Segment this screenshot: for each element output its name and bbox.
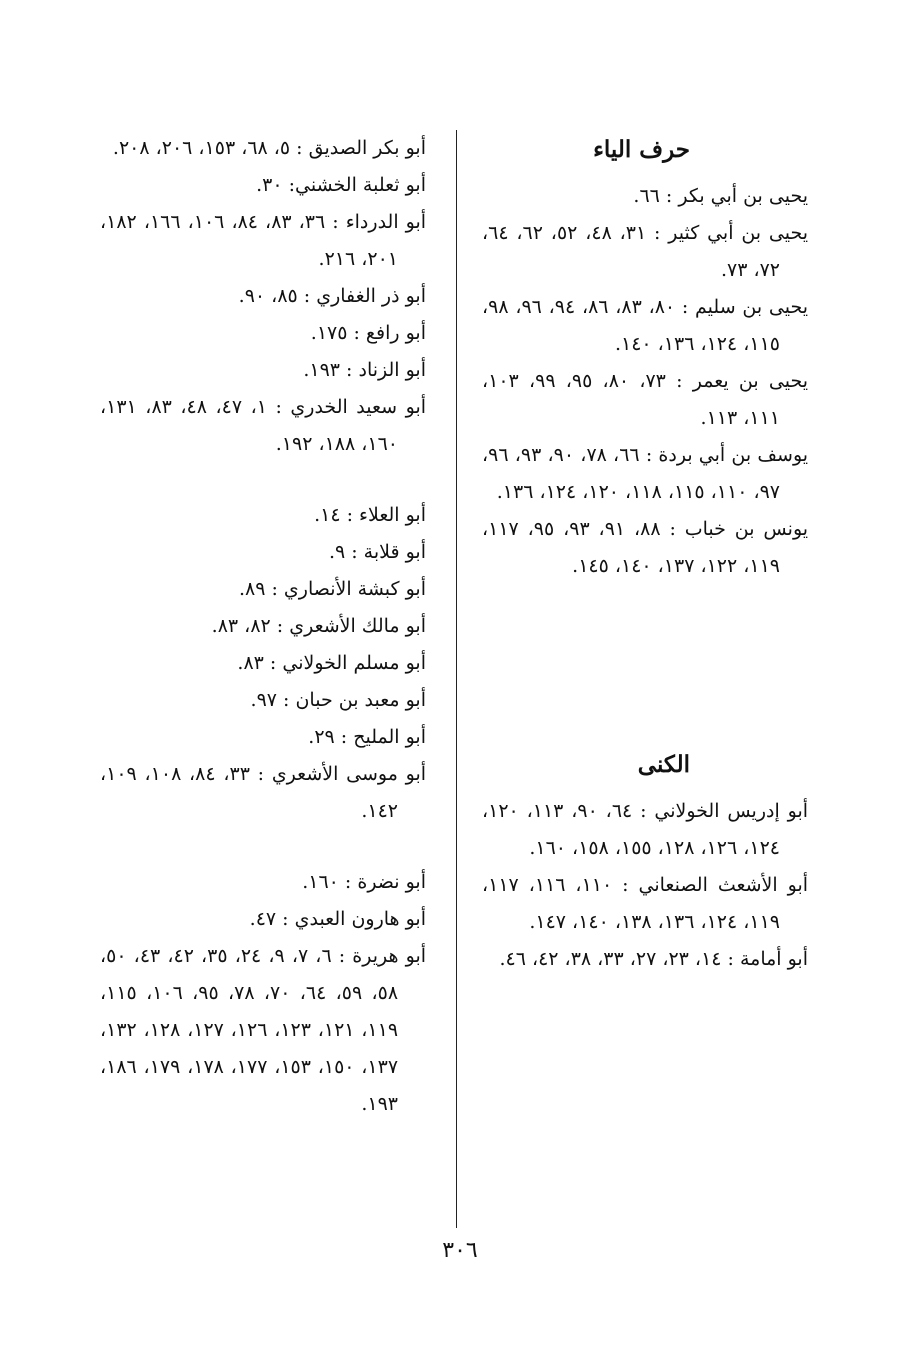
index-entry: أبو ثعلبة الخشني: ٣٠. bbox=[256, 174, 426, 196]
index-entry: أبو الأشعث الصنعاني : ١١٠، ١١٦، ١١٧، ١١٩، ١٢٤، ١٣٦، ١٣٨، ١٤٠، ١٤٧. bbox=[482, 874, 809, 933]
page-number: ٣٠٦ bbox=[442, 1238, 478, 1263]
index-entry: أبو كبشة الأنصاري : ٨٩. bbox=[238, 578, 426, 600]
index-entry: أبو بكر الصديق : ٥، ٦٨، ١٥٣، ٢٠٦، ٢٠٨. bbox=[112, 137, 426, 159]
index-entry: يحيى بن أبي كثير : ٣١، ٤٨، ٥٢، ٦٢، ٦٤، ٧٢، ٧٣. bbox=[482, 222, 809, 281]
index-entry: أبو هارون العبدي : ٤٧. bbox=[249, 908, 426, 930]
index-entry: أبو سعيد الخدري : ١، ٤٧، ٤٨، ٨٣، ١٣١، ١٦٠، ١٨٨، ١٩٢. bbox=[100, 396, 427, 455]
index-entry: أبو قلابة : ٩. bbox=[328, 541, 426, 563]
index-entry: يونس بن خباب : ٨٨، ٩١، ٩٣، ٩٥، ١١٧، ١١٩، ١٢٢، ١٣٧، ١٤٠، ١٤٥. bbox=[482, 518, 809, 577]
index-entry: أبو نضرة : ١٦٠. bbox=[302, 871, 426, 893]
column-divider bbox=[456, 130, 457, 1228]
index-entry: أبو إدريس الخولاني : ٦٤، ٩٠، ١١٣، ١٢٠، ١٢٤، ١٢٦، ١٢٨، ١٥٥، ١٥٨، ١٦٠. bbox=[482, 800, 809, 859]
index-entry: أبو هريرة : ٦، ٧، ٩، ٢٤، ٣٥، ٤٢، ٤٣، ٥٠، ٥٨، ٥٩، ٦٤، ٧٠، ٧٨، ٩٥، ١٠٦، ١١٥، ١١٩، ١٢١، ١٢٣، ١٢٦، ١٢٧، ١٢٨، ١٣٢، ١٣٧، ١٥٠، ١٥٣، ١٧٧، ١٧٨، ١٧٩، ١٨٦، ١٩٣. bbox=[100, 945, 427, 1115]
heading-kuna: الكنى bbox=[637, 751, 690, 778]
index-entry: أبو المليح : ٢٩. bbox=[308, 726, 426, 748]
index-entry: أبو مالك الأشعري : ٨٢، ٨٣. bbox=[211, 615, 426, 637]
heading-ya: حرف الياء bbox=[593, 136, 690, 163]
index-entry: يوسف بن أبي بردة : ٦٦، ٧٨، ٩٠، ٩٣، ٩٦، ٩٧، ١١٠، ١١٥، ١١٨، ١٢٠، ١٢٤، ١٣٦. bbox=[482, 444, 809, 503]
index-entry: أبو العلاء : ١٤. bbox=[314, 504, 426, 526]
index-entry: أبو رافع : ١٧٥. bbox=[310, 322, 426, 344]
index-entry: أبو ذر الغفاري : ٨٥، ٩٠. bbox=[238, 285, 426, 307]
index-entry: أبو أمامة : ١٤، ٢٣، ٢٧، ٣٣، ٣٨، ٤٢، ٤٦. bbox=[499, 948, 808, 970]
index-entry: أبو الزناد : ١٩٣. bbox=[303, 359, 426, 381]
right-column bbox=[482, 130, 808, 978]
index-entry: أبو موسى الأشعري : ٣٣، ٨٤، ١٠٨، ١٠٩، ١٤٢. bbox=[100, 763, 427, 822]
left-column bbox=[100, 130, 426, 1123]
index-entry: أبو مسلم الخولاني : ٨٣. bbox=[237, 652, 426, 674]
index-entry: أبو معبد بن حبان : ٩٧. bbox=[250, 689, 426, 711]
index-entry: يحيى بن سليم : ٨٠، ٨٣، ٨٦، ٩٤، ٩٦، ٩٨، ١١٥، ١٢٤، ١٣٦، ١٤٠. bbox=[482, 296, 809, 355]
index-entry: يحيى بن يعمر : ٧٣، ٨٠، ٩٥، ٩٩، ١٠٣، ١١١، ١١٣. bbox=[482, 370, 808, 429]
index-entry: يحيى بن أبي بكر : ٦٦. bbox=[633, 185, 808, 207]
index-entry: أبو الدرداء : ٣٦، ٨٣، ٨٤، ١٠٦، ١٦٦، ١٨٢، ٢٠١، ٢١٦. bbox=[100, 211, 427, 270]
